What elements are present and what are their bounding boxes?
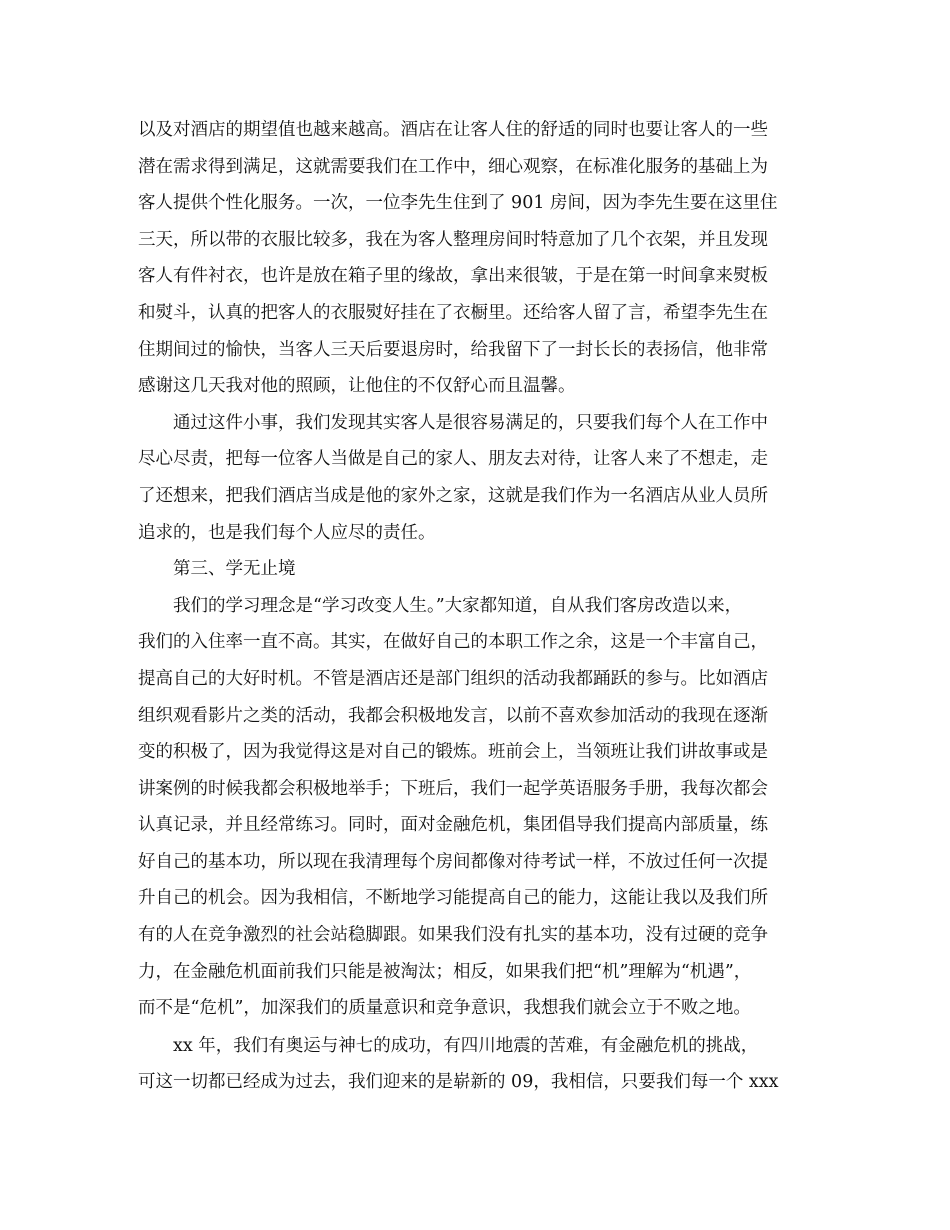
text-line: xx 年，我们有奥运与神七的成功，有四川地震的苦难，有金融危机的挑战， [138, 1035, 759, 1056]
section-heading: 第三、学无止境 [138, 559, 296, 580]
text-line: 以及对酒店的期望值也越来越高。酒店在让客人住的舒适的同时也要让客人的一些 [138, 120, 768, 140]
text-line: 好自己的基本功，所以现在我清理每个房间都像对待考试一样，不放过任何一次提 [138, 851, 768, 872]
text-line: 而不是“危机”，加深我们的质量意识和竞争意识，我想我们就会立于不败之地。 [138, 998, 751, 1019]
text-line: 我们的学习理念是“学习改变人生。”大家都知道，自从我们客房改造以来， [138, 595, 743, 616]
text-line: 三天，所以带的衣服比较多，我在为客人整理房间时特意加了几个衣架，并且发现 [138, 229, 768, 250]
text-line: 尽心尽责，把每一位客人当做是自己的家人、朋友去对待，让客人来了不想走，走 [138, 449, 768, 470]
document-body [138, 112, 828, 1101]
text-line: 升自己的机会。因为我相信，不断地学习能提高自己的能力，这能让我以及我们所 [138, 888, 768, 909]
text-line: 和熨斗，认真的把客人的衣服熨好挂在了衣橱里。还给客人留了言，希望李先生在 [138, 302, 768, 323]
text-line: 潜在需求得到满足，这就需要我们在工作中，细心观察，在标准化服务的基础上为 [138, 156, 768, 177]
text-line: 组织观看影片之类的活动，我都会积极地发言，以前不喜欢参加活动的我现在逐渐 [138, 705, 768, 726]
text-line: 讲案例的时候我都会积极地举手；下班后，我们一起学英语服务手册，我每次都会 [138, 778, 768, 799]
text-line: 提高自己的大好时机。不管是酒店还是部门组织的活动我都踊跃的参与。比如酒店 [138, 668, 768, 689]
text-line: 通过这件小事，我们发现其实客人是很容易满足的，只要我们每个人在工作中 [138, 412, 768, 433]
text-line: 可这一切都已经成为过去，我们迎来的是崭新的 09，我相信，只要我们每一个 xxx [138, 1072, 779, 1093]
text-line: 我们的入住率一直不高。其实，在做好自己的本职工作之余，这是一个丰富自己， [138, 632, 768, 653]
text-line: 住期间过的愉快，当客人三天后要退房时，给我留下了一封长长的表扬信，他非常 [138, 339, 768, 360]
text-line: 了还想来，把我们酒店当成是他的家外之家，这就是我们作为一名酒店从业人员所 [138, 485, 768, 506]
text-line: 变的积极了，因为我觉得这是对自己的锻炼。班前会上，当领班让我们讲故事或是 [138, 742, 768, 763]
text-line: 认真记录，并且经常练习。同时，面对金融危机，集团倡导我们提高内部质量，练 [138, 815, 768, 836]
text-line: 力，在金融危机面前我们只能是被淘汰；相反，如果我们把“机”理解为“机遇”， [138, 961, 752, 982]
text-line: 客人有件衬衣，也许是放在箱子里的缘故，拿出来很皱，于是在第一时间拿来熨板 [138, 266, 768, 287]
text-line: 追求的，也是我们每个人应尽的责任。 [138, 522, 436, 543]
text-line: 客人提供个性化服务。一次，一位李先生住到了 901 房间，因为李先生要在这里住 [138, 193, 778, 214]
text-line: 有的人在竞争激烈的社会站稳脚跟。如果我们没有扎实的基本功，没有过硬的竞争 [138, 925, 768, 946]
text-line: 感谢这几天我对他的照顾，让他住的不仅舒心而且温馨。 [138, 376, 576, 397]
